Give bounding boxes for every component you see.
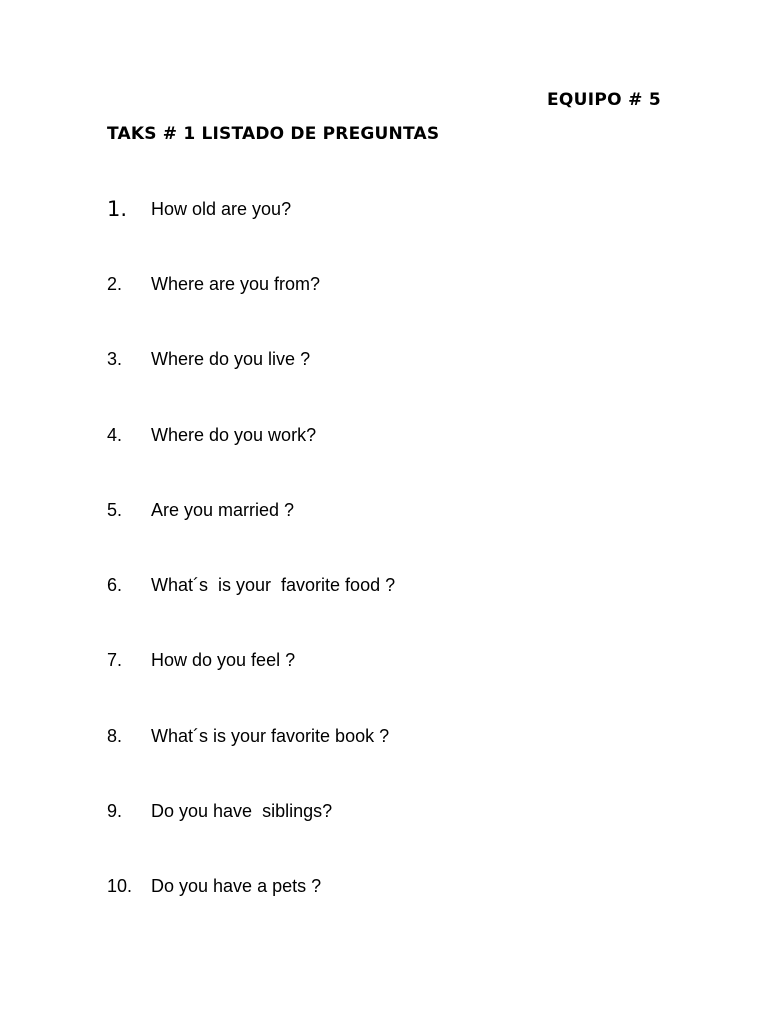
question-item bbox=[107, 643, 667, 671]
question-number: 3. bbox=[107, 349, 123, 369]
question-text: Are you married ? bbox=[151, 500, 295, 520]
question-item bbox=[107, 719, 667, 747]
question-item bbox=[107, 267, 667, 295]
question-item bbox=[107, 568, 667, 596]
question-text: Where are you from? bbox=[151, 274, 321, 294]
question-text: What´s is your favorite book ? bbox=[151, 726, 390, 746]
question-number: 7. bbox=[107, 650, 123, 670]
page-title: TAKS # 1 LISTADO DE PREGUNTAS bbox=[107, 124, 440, 144]
question-number: 10. bbox=[107, 876, 133, 896]
question-item bbox=[107, 869, 667, 897]
question-text: What´s is your favorite food ? bbox=[151, 575, 396, 595]
question-number: 1. bbox=[107, 197, 128, 221]
team-label: EQUIPO # 5 bbox=[547, 90, 662, 110]
question-number: 9. bbox=[107, 801, 123, 821]
question-item bbox=[107, 342, 667, 370]
question-text: Where do you work? bbox=[151, 425, 317, 445]
question-number: 5. bbox=[107, 500, 123, 520]
question-number: 6. bbox=[107, 575, 123, 595]
question-item bbox=[107, 192, 667, 220]
question-item bbox=[107, 794, 667, 822]
question-item bbox=[107, 418, 667, 446]
question-number: 8. bbox=[107, 726, 123, 746]
question-number: 4. bbox=[107, 425, 123, 445]
question-text: Do you have a pets ? bbox=[151, 876, 322, 896]
question-text: Where do you live ? bbox=[151, 349, 311, 369]
question-item bbox=[107, 493, 667, 521]
question-number: 2. bbox=[107, 274, 123, 294]
question-text: How do you feel ? bbox=[151, 650, 296, 670]
question-text: Do you have siblings? bbox=[151, 801, 333, 821]
question-text: How old are you? bbox=[151, 199, 292, 219]
